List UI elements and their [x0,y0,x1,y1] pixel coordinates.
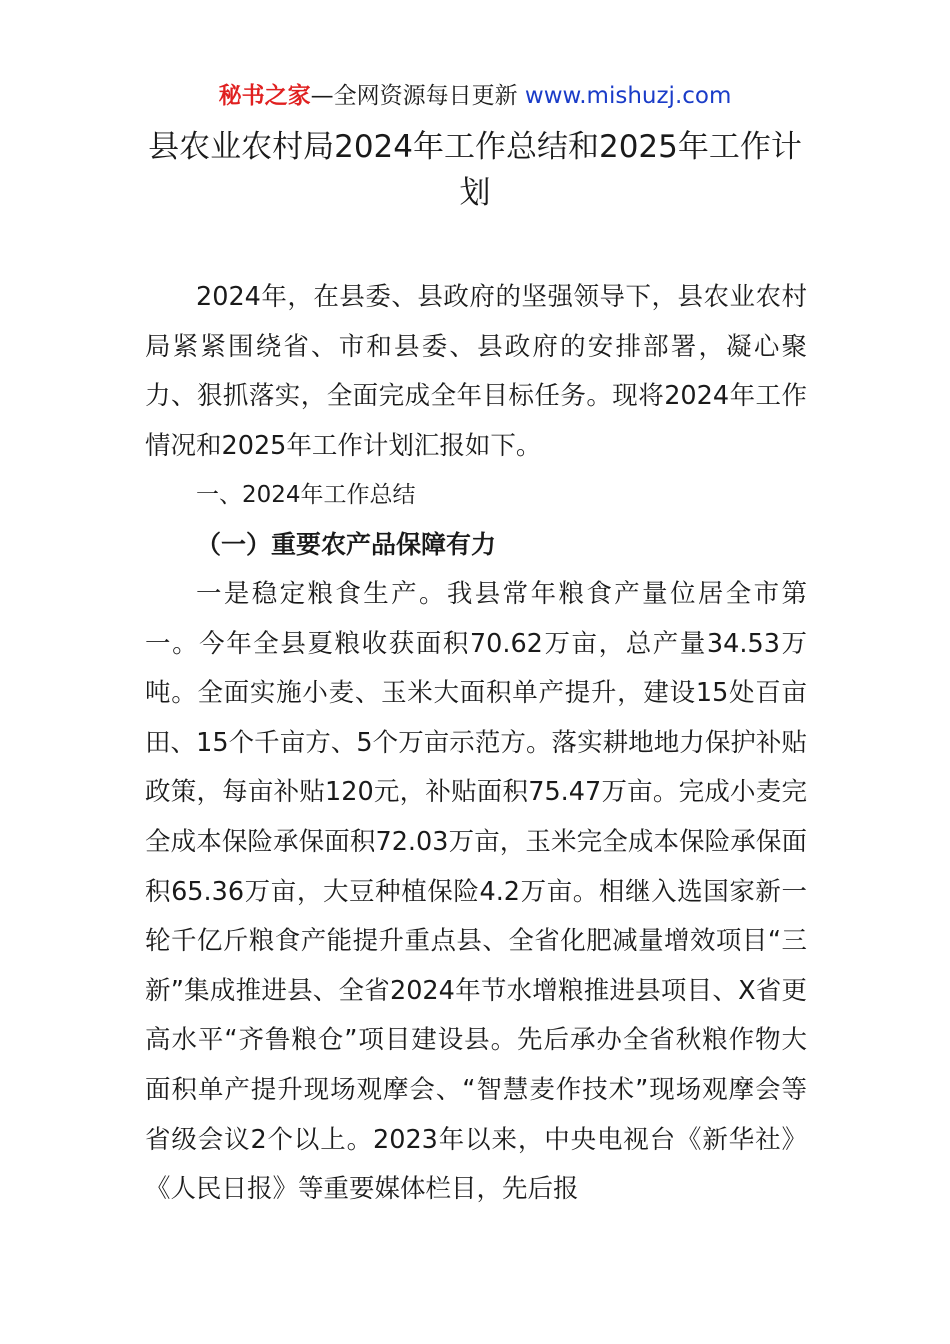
document-title: 县农业农村局2024年工作总结和2025年工作计划 [148,129,802,211]
subsection-heading-agri-products: （一）重要农产品保障有力 [196,530,497,559]
site-header [0,80,950,112]
intro-paragraph: 2024年，在县委、县政府的坚强领导下，县农业农村局紧紧围绕省、市和县委、县政府的安排部署，凝心聚力、狠抓落实，全面完成全年目标任务。现将2024年工作情况和2025年工作计划汇报如下。 [145,282,807,461]
section-heading-summary: 一、2024年工作总结 [196,482,416,508]
site-url-link[interactable]: www.mishuzj.com [524,83,732,109]
grain-production-paragraph: 一是稳定粮食生产。我县常年粮食产量位居全市第一。今年全县夏粮收获面积70.62万亩，总产量34.53万吨。全面实施小麦、玉米大面积单产提升，建设15处百亩田、15个千亩方、5个万亩示范方。落实耕地地力保护补贴政策，每亩补贴120元，补贴面积75.47万亩。完成小麦完全成本保险承保面积72.03万亩，玉米完全成本保险承保面积65.36万亩，大豆种植保险4.2万亩。相继入选国家新一轮千亿斤粮食产能提升重点县、全省化肥减量增效项目“三新”集成推进县、全省2024年节水增粮推进县项目、X省更高水平“齐鲁粮仓”项目建设县。先后承办全省秋粮作物大面积单产提升现场观摩会、“智慧麦作技术”现场观摩会等省级会议2个以上。2023年以来，中央电视台《新华社》《人民日报》等重要媒体栏目，先后报 [145,579,807,1205]
brand-name: 秘书之家 [218,83,311,109]
header-tagline: —全网资源每日更新 [310,83,518,109]
